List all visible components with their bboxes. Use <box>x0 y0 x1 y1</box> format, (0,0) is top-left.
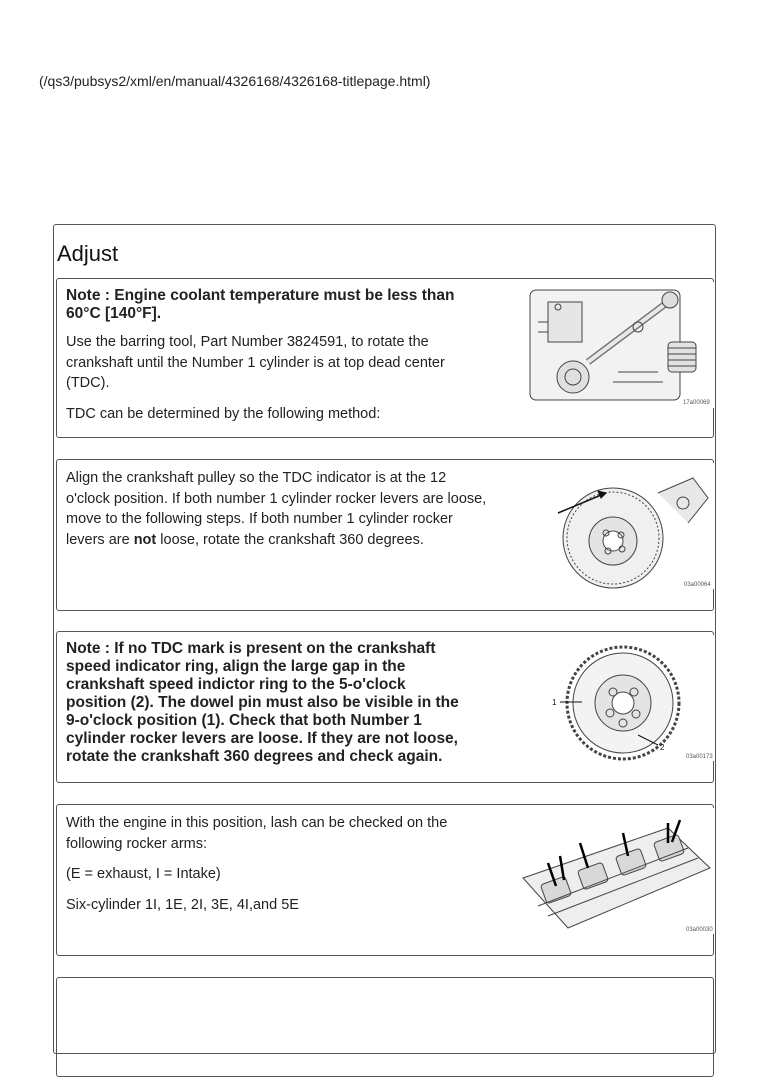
step-1-paragraph-1: Use the barring tool, Part Number 3824591, to rotate the crankshaft until the Number 1 cylinder is at top dead center (TDC). <box>66 334 445 391</box>
step-box-1 <box>56 278 714 438</box>
step-box-2 <box>56 459 714 611</box>
step-4-paragraph-1: With the engine in this position, lash can be checked on the following rocker arms: <box>66 815 448 852</box>
figure-code-4: 03a00030 <box>686 927 713 933</box>
rocker-arms-figure <box>518 808 714 934</box>
barring-tool-figure <box>518 282 714 408</box>
figure-code-2: 03a00064 <box>684 582 711 588</box>
step-4-paragraph-2: (E = exhaust, I = Intake) <box>66 866 221 882</box>
figure-code-1: 17a00069 <box>683 400 710 406</box>
figure-code-3: 03a00173 <box>686 754 713 760</box>
step-box-4 <box>56 804 714 956</box>
step-1-paragraph-2: TDC can be determined by the following method: <box>66 405 381 422</box>
callout-1: 1 <box>552 698 557 707</box>
document-url[interactable]: (/qs3/pubsys2/xml/en/manual/4326168/4326168-titlepage.html) <box>39 73 431 89</box>
step-box-5 <box>56 977 714 1077</box>
callout-2: 2 <box>660 743 665 752</box>
step-box-3 <box>56 631 714 783</box>
crankshaft-pulley-figure <box>518 463 714 589</box>
note-1: Note : Engine coolant temperature must be less than 60°C [140°F]. <box>66 287 455 322</box>
step-2-paragraph: Align the crankshaft pulley so the TDC indicator is at the 12 o'clock position. If both number 1 cylinder rocker levers are loose, move to the following steps. If both number 1 cylinder rocker levers are not loose, rotate the crankshaft 360 degrees. <box>66 470 487 548</box>
speed-indicator-ring-figure <box>518 635 714 761</box>
section-title: Adjust <box>57 241 119 266</box>
note-3: Note : If no TDC mark is present on the crankshaft speed indicator ring, align the large gap in the crankshaft speed indictor ring to the 5-o'clock position (2). The dowel pin must also be visible in the 9-o'clock position (1). Check that both Number 1 cylinder rocker levers are loose. If they are not loose, rotate the crankshaft 360 degrees and check again. <box>66 640 459 765</box>
step-4-paragraph-3: Six-cylinder 1I, 1E, 2I, 3E, 4I,and 5E <box>66 896 299 913</box>
